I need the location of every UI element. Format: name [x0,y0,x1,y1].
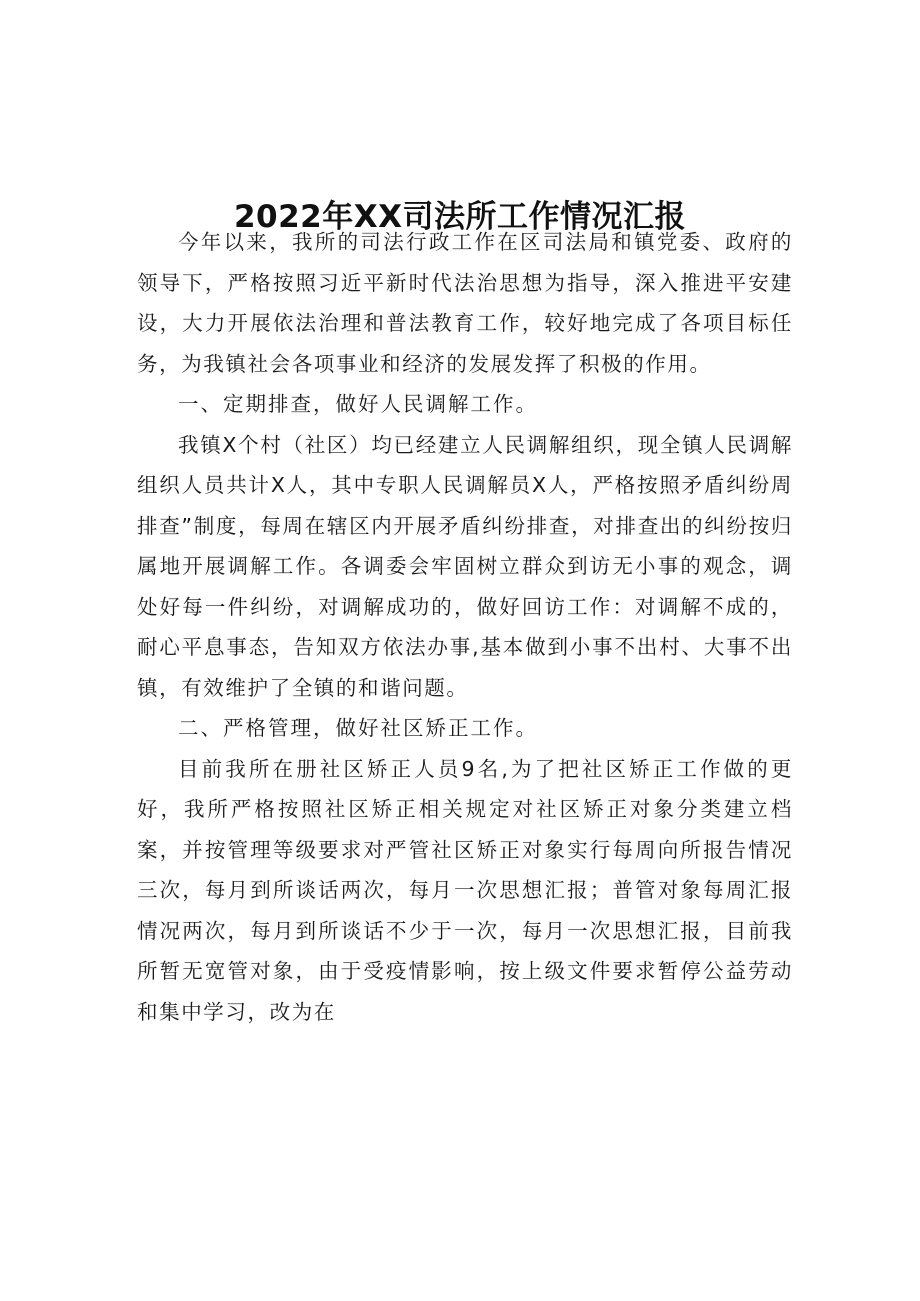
document-title: 2022年XX司法所工作情况汇报 [233,198,687,235]
section-heading-mediation: 一、定期排查，做好人民调解工作。 [178,392,538,416]
document-body [137,222,793,1032]
intro-paragraph: 今年以来，我所的司法行政工作在区司法局和镇党委、政府的领导下，严格按照习近平新时代法治思想为指导，深入推进平安建设，大力开展依法治理和普法教育工作，较好地完成了各项目标任务，为我镇社会各项事业和经济的发展发挥了积极的作用。 [137,230,793,376]
section-heading-correction: 二、严格管理，做好社区矫正工作。 [178,716,538,740]
correction-paragraph: 目前我所在册社区矫正人员9名,为了把社区矫正工作做的更好，我所严格按照社区矫正相关规定对社区矫正对象分类建立档案，并按管理等级要求对严管社区矫正对象实行每周向所报告情况三次，每月到所谈话两次，每月一次思想汇报；普管对象每周汇报情况两次，每月到所谈话不少于一次，每月一次思想汇报，目前我所暂无宽管对象，由于受疫情影响，按上级文件要求暂停公益劳动和集中学习，改为在 [137,756,793,1024]
mediation-paragraph: 我镇X个村（社区）均已经建立人民调解组织，现全镇人民调解组织人员共计X人，其中专职人民调解员X人，严格按照矛盾纠纷周排查”制度，每周在辖区内开展矛盾纠纷排查，对排查出的纠纷按归属地开展调解工作。各调委会牢固树立群众到访无小事的观念，调处好每一件纠纷，对调解成功的，做好回访工作：对调解不成的，耐心平息事态，告知双方依法办事,基本做到小事不出村、大事不出镇，有效维护了全镇的和谐问题。 [137,432,793,700]
